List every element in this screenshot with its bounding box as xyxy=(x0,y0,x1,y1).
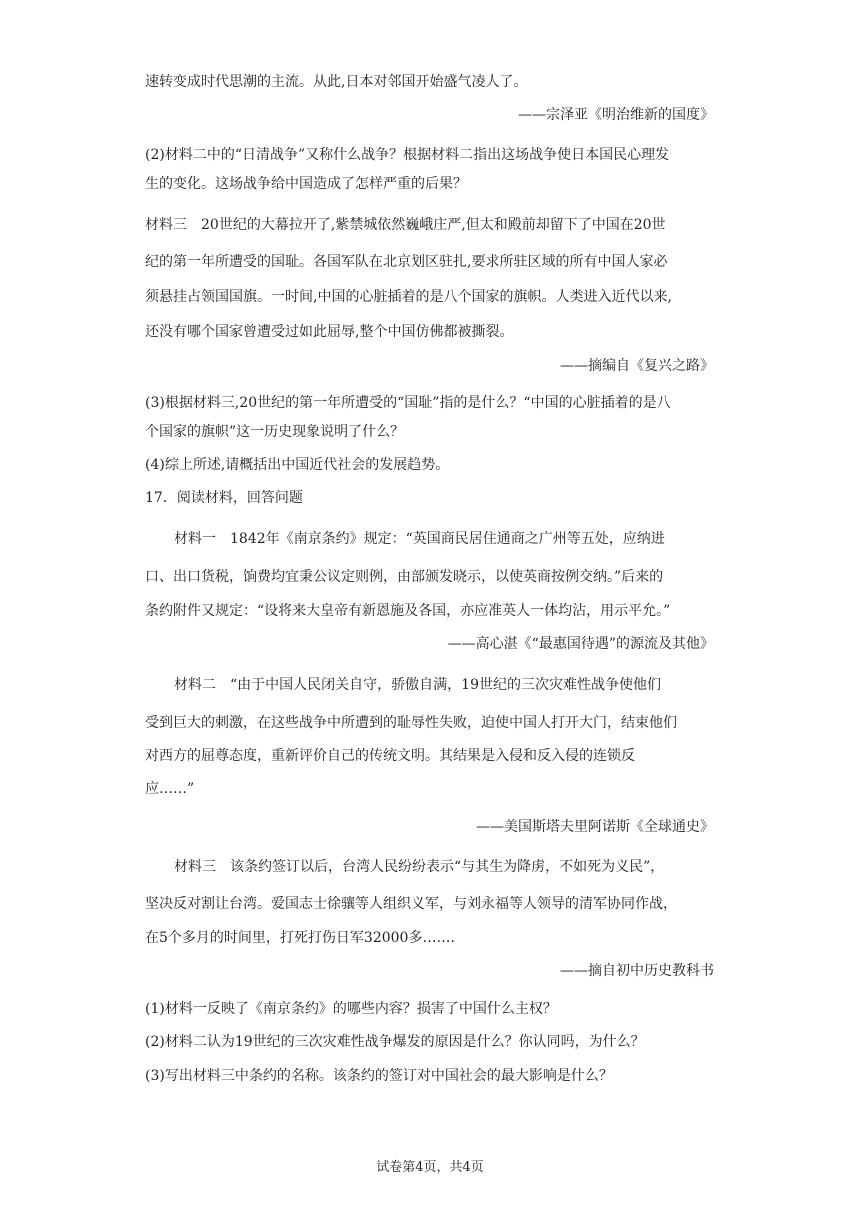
q17-material-3-line-3: 在5个多月的时间里，打死打伤日军32000多……. xyxy=(145,930,455,946)
question-17-heading: 17．阅读材料，回答问题 xyxy=(145,490,303,506)
material-2-last-line: 速转变成时代思潮的主流。从此,日本对邻国开始盛气凌人了。 xyxy=(145,74,528,90)
q17-material-1-line-2: 口、出口货税，饷费均宜秉公议定则例，由部颁发晓示，以使英商按例交纳。”后来的 xyxy=(145,569,664,585)
page-footer: 试卷第4页，共4页 xyxy=(376,1160,484,1175)
q17-material-3-line-1: 材料三 该条约签订以后，台湾人民纷纷表示“与其生为降虏，不如死为义民”， xyxy=(174,859,665,875)
q17-question-2: (2)材料二认为19世纪的三次灾难性战争爆发的原因是什么？你认同吗，为什么？ xyxy=(145,1034,645,1050)
material-3-line-3: 须悬挂占领国国旗。一时间,中国的心脏插着的是八个国家的旗帜。人类进入近代以来, xyxy=(145,289,672,305)
question-2-line-2: 生的变化。这场战争给中国造成了怎样严重的后果？ xyxy=(145,176,467,192)
q17-material-3-line-2: 坚决反对割让台湾。爱国志士徐骧等人组织义军，与刘永福等人领导的清军协同作战， xyxy=(145,896,677,912)
q17-question-3: (3)写出材料三中条约的名称。该条约的签订对中国社会的最大影响是什么？ xyxy=(145,1068,613,1084)
q17-question-1: (1)材料一反映了《南京条约》的哪些内容？损害了中国什么主权？ xyxy=(145,1001,557,1017)
material-3-line-1: 材料三 20世纪的大幕拉开了,紫禁城依然巍峨庄严,但太和殿前却留下了中国在20世 xyxy=(145,217,666,233)
q17-material-3-source: ——摘自初中历史教科书 xyxy=(560,963,714,979)
material-3-source: ——摘编自《复兴之路》 xyxy=(560,358,714,374)
q17-material-1-source: ——高心湛《“最惠国待遇”的源流及其他》 xyxy=(447,636,714,652)
q17-material-2-line-2: 受到巨大的刺激，在这些战争中所遭到的耻辱性失败，迫使中国人打开大门，结束他们 xyxy=(145,715,677,731)
q17-material-2-source: ——美国斯塔夫里阿诺斯《全球通史》 xyxy=(476,819,714,835)
material-3-line-4: 还没有哪个国家曾遭受过如此屈辱,整个中国仿佛都被撕裂。 xyxy=(145,324,514,340)
material-2-source: ——宗泽亚《明治维新的国度》 xyxy=(518,107,714,123)
question-3-line-2: 个国家的旗帜”这一历史现象说明了什么？ xyxy=(145,424,405,440)
question-4: (4)综上所述,请概括出中国近代社会的发展趋势。 xyxy=(145,457,450,473)
q17-material-2-line-1: 材料二 “由于中国人民闭关自守，骄傲自满，19世纪的三次灾难性战争使他们 xyxy=(174,677,661,693)
material-3-line-2: 纪的第一年所遭受的国耻。各国军队在北京划区驻扎,要求所驻区域的所有中国人家必 xyxy=(145,254,668,270)
q17-material-2-line-4: 应……” xyxy=(145,781,195,797)
q17-material-1-line-1: 材料一 1842年《南京条约》规定：“英国商民居住通商之广州等五处，应纳进 xyxy=(174,531,665,547)
question-2-line-1: (2)材料二中的“日清战争”又称什么战争？根据材料二指出这场战争使日本国民心理发 xyxy=(145,147,670,163)
question-3-line-1: (3)根据材料三,20世纪的第一年所遭受的“国耻”指的是什么？“中国的心脏插着的是八 xyxy=(145,395,671,411)
q17-material-1-line-3: 条约附件又规定：“设将来大皇帝有新恩施及各国，亦应准英人一体均沾，用示平允。” xyxy=(145,603,671,619)
q17-material-2-line-3: 对西方的屈尊态度，重新评价自己的传统文明。其结果是入侵和反入侵的连锁反 xyxy=(145,748,635,764)
